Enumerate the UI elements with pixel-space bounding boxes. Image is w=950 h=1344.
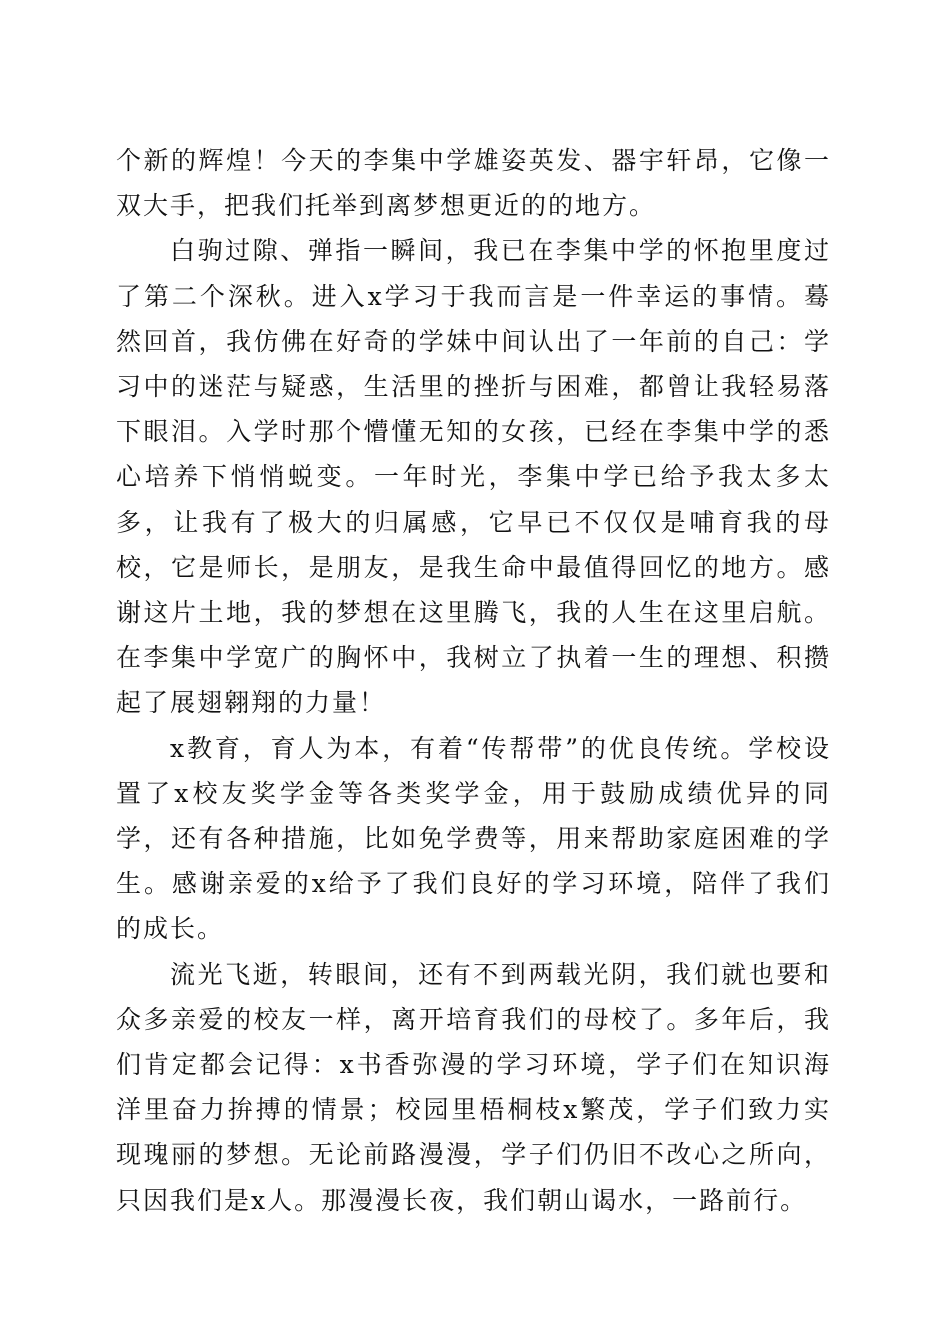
document-body [116,138,831,1223]
paragraph-continuation: 个新的辉煌！今天的李集中学雄姿英发、器宇轩昂，它像一双大手，把我们托举到离梦想更近的的地方。 [116,146,831,221]
paragraph: 白驹过隙、弹指一瞬间，我已在李集中学的怀抱里度过了第二个深秋。进入x学习于我而言是一件幸运的事情。蓦然回首，我仿佛在好奇的学妹中间认出了一年前的自己：学习中的迷茫与疑惑，生活里的挫折与困难，都曾让我轻易落下眼泪。入学时那个懵懂无知的女孩，已经在李集中学的悉心培养下悄悄蜕变。一年时光，李集中学已给予我太多太多，让我有了极大的归属感，它早已不仅仅是哺育我的母校，它是师长，是朋友，是我生命中最值得回忆的地方。感谢这片土地，我的梦想在这里腾飞，我的人生在这里启航。在李集中学宽广的胸怀中，我树立了执着一生的理想、积攒起了展翅翱翔的力量！ [116,236,831,718]
paragraph: x教育，育人为本，有着“传帮带”的优良传统。学校设置了x校友奖学金等各类奖学金，用于鼓励成绩优异的同学，还有各种措施，比如免学费等，用来帮助家庭困难的学生。感谢亲爱的x给予了我们良好的学习环境，陪伴了我们的成长。 [116,733,831,944]
paragraph: 流光飞逝，转眼间，还有不到两载光阴，我们就也要和众多亲爱的校友一样，离开培育我们的母校了。多年后，我们肯定都会记得：x书香弥漫的学习环境，学子们在知识海洋里奋力拚搏的情景；校园里梧桐枝x繁茂，学子们致力实现瑰丽的梦想。无论前路漫漫，学子们仍旧不改心之所向，只因我们是x人。那漫漫长夜，我们朝山谒水，一路前行。 [116,959,831,1215]
